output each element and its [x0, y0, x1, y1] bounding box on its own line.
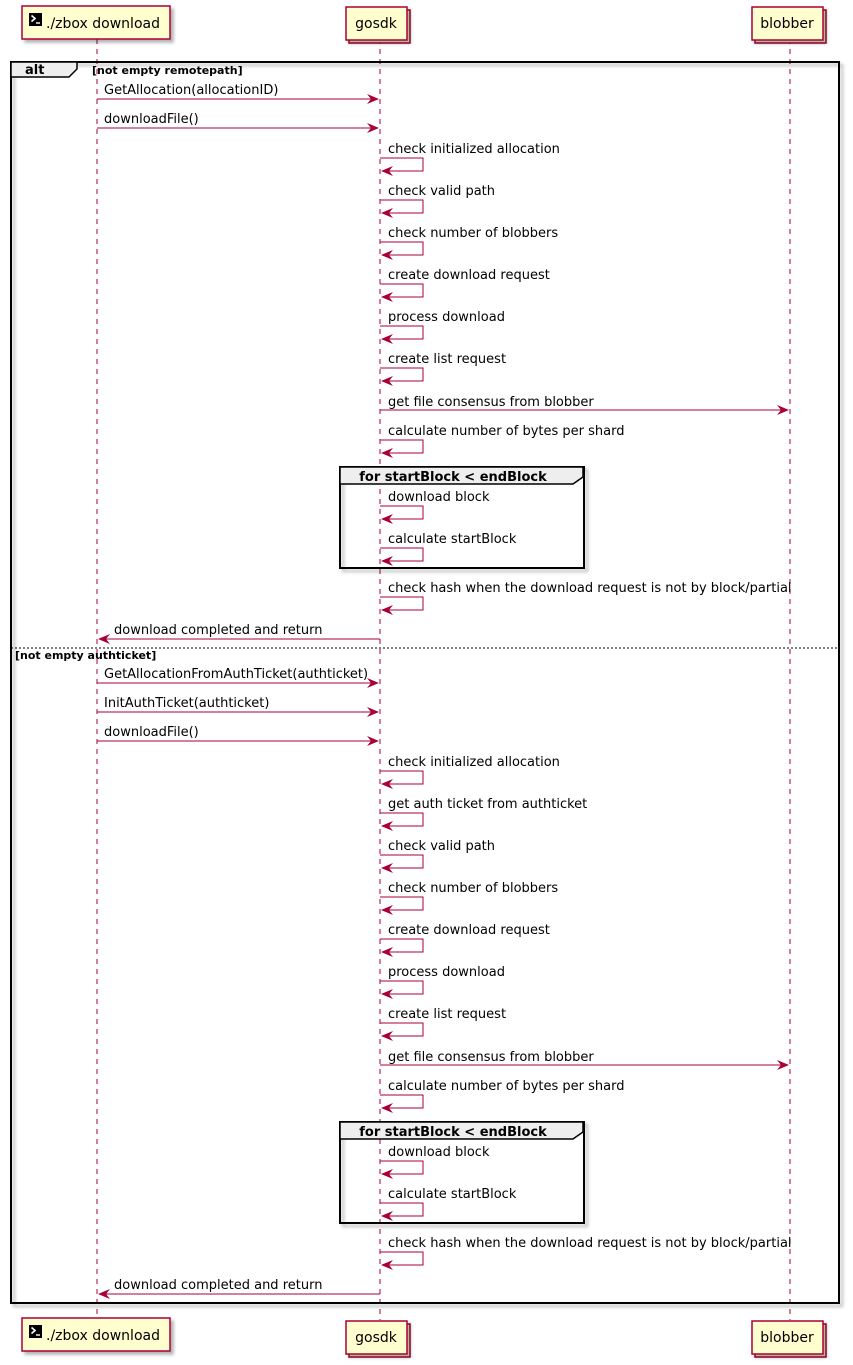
- message: [97, 725, 378, 741]
- self-message: [380, 1079, 624, 1108]
- self-message: [380, 881, 558, 910]
- svg-text:check valid path: check valid path: [388, 184, 496, 199]
- self-message: [380, 424, 624, 453]
- svg-text:check number of blobbers: check number of blobbers: [388, 226, 559, 241]
- svg-text:GetAllocationFromAuthTicket(au: GetAllocationFromAuthTicket(authticket): [104, 667, 369, 682]
- self-message: [380, 310, 505, 339]
- svg-text:check initialized allocation: check initialized allocation: [388, 142, 560, 157]
- svg-text:GetAllocation(allocationID): GetAllocation(allocationID): [104, 83, 279, 98]
- self-message: [380, 839, 495, 868]
- return-message: [99, 1278, 380, 1294]
- alt-guard-authticket: [not empty authticket]: [15, 649, 157, 662]
- self-message: [380, 184, 495, 213]
- svg-text:download block: download block: [388, 490, 490, 505]
- terminal-icon: [29, 1325, 42, 1338]
- message: [380, 1050, 788, 1065]
- svg-text:process download: process download: [388, 965, 505, 980]
- svg-text:check hash when the download r: check hash when the download request is not by block/partial: [388, 581, 792, 596]
- svg-text:create list request: create list request: [388, 1007, 507, 1022]
- participant-blobber: [752, 1321, 826, 1357]
- self-message: [380, 1236, 792, 1265]
- participant-label: gosdk: [355, 16, 397, 32]
- self-message: [380, 352, 506, 381]
- svg-text:create download request: create download request: [388, 923, 550, 938]
- terminal-icon: [29, 13, 42, 26]
- participant-label: blobber: [760, 1330, 814, 1346]
- self-message: [380, 142, 560, 171]
- self-message: [380, 490, 490, 519]
- loop-frame: [340, 1122, 584, 1223]
- participant-blobber: [752, 7, 826, 43]
- svg-text:calculate number of bytes per: calculate number of bytes per shard: [388, 1079, 625, 1094]
- svg-text:process download: process download: [388, 310, 505, 325]
- svg-text:check initialized allocation: check initialized allocation: [388, 755, 560, 770]
- svg-text:download completed and return: download completed and return: [114, 623, 323, 638]
- svg-text:calculate number of bytes per: calculate number of bytes per shard: [388, 424, 625, 439]
- svg-text:downloadFile(): downloadFile(): [104, 725, 199, 740]
- self-message: [380, 923, 550, 952]
- self-message: [380, 532, 517, 561]
- self-message: [380, 1145, 490, 1174]
- svg-text:download completed and return: download completed and return: [114, 1278, 323, 1293]
- participant-label: gosdk: [355, 1330, 397, 1346]
- participant-label: ./zbox download: [46, 1328, 160, 1344]
- message: [97, 696, 378, 712]
- svg-text:create download request: create download request: [388, 268, 550, 283]
- participant-zbox: [22, 6, 170, 39]
- svg-text:calculate startBlock: calculate startBlock: [388, 1187, 517, 1202]
- message: [97, 83, 378, 99]
- svg-text:check number of blobbers: check number of blobbers: [388, 881, 559, 896]
- loop-title: for startBlock < endBlock: [359, 1125, 547, 1140]
- alt-guard-remotepath: [not empty remotepath]: [92, 64, 243, 77]
- svg-text:get file consensus from blobbe: get file consensus from blobber: [388, 1050, 594, 1065]
- loop-frame: [340, 467, 584, 568]
- self-message: [380, 1007, 506, 1036]
- svg-text:InitAuthTicket(authticket): InitAuthTicket(authticket): [104, 696, 270, 711]
- self-message: [380, 965, 505, 994]
- self-message: [380, 226, 558, 255]
- self-message: [380, 581, 792, 610]
- self-message: [380, 268, 550, 297]
- svg-text:downloadFile(): downloadFile(): [104, 112, 199, 127]
- participant-label: blobber: [760, 16, 814, 32]
- participant-gosdk: [346, 7, 410, 43]
- svg-text:check hash when the download r: check hash when the download request is not by block/partial: [388, 1236, 792, 1251]
- svg-text:calculate startBlock: calculate startBlock: [388, 532, 517, 547]
- self-message: [380, 1187, 517, 1216]
- message: [380, 395, 788, 410]
- loop-title: for startBlock < endBlock: [359, 470, 547, 485]
- return-message: [99, 623, 380, 639]
- self-message: [380, 755, 560, 784]
- self-message: [380, 797, 587, 826]
- alt-keyword: alt: [25, 63, 45, 78]
- svg-text:get file consensus from blobbe: get file consensus from blobber: [388, 395, 594, 410]
- message: [97, 112, 378, 128]
- svg-text:get auth ticket from authticke: get auth ticket from authticket: [388, 797, 588, 812]
- participant-zbox: [22, 1318, 170, 1351]
- participant-gosdk: [346, 1321, 410, 1357]
- svg-text:download block: download block: [388, 1145, 490, 1160]
- participant-label: ./zbox download: [46, 16, 160, 32]
- svg-text:check valid path: check valid path: [388, 839, 496, 854]
- message: [97, 667, 378, 683]
- svg-text:create list request: create list request: [388, 352, 507, 367]
